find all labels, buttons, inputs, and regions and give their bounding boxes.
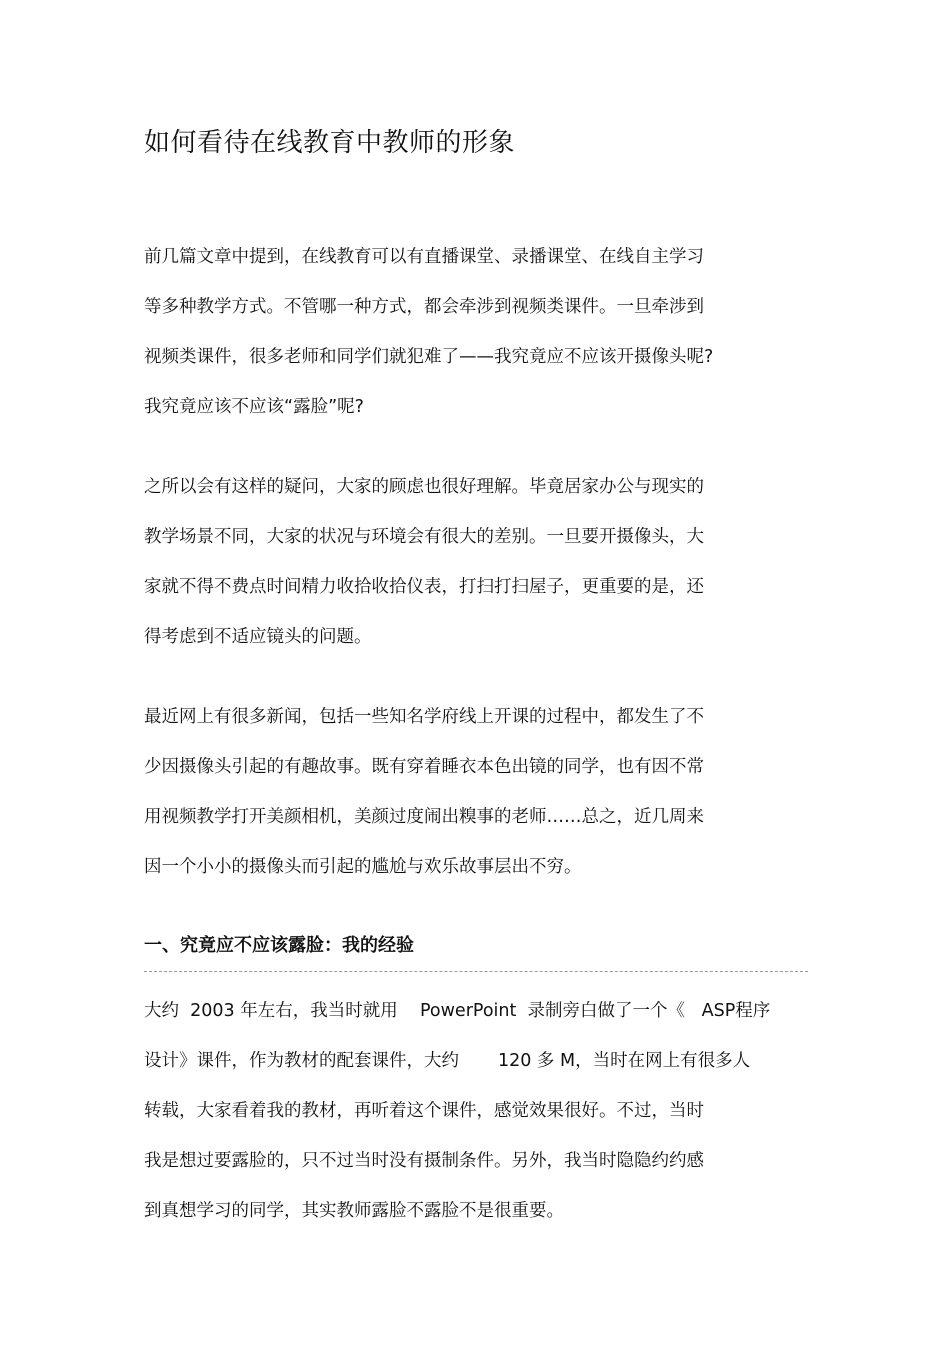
paragraph-1-line-4: 我究竟应该不应该“露脸”呢? (144, 397, 364, 417)
paragraph-2-line-1: 之所以会有这样的疑问，大家的顾虑也很好理解。毕竟居家办公与现实的 (144, 477, 704, 497)
paragraph-1-line-3: 视频类课件，很多老师和同学们就犯难了——我究竟应不应该开摄像头呢? (144, 347, 714, 367)
paragraph-3-line-3: 用视频教学打开美颜相机，美颜过度闹出糗事的老师……总之，近几周来 (144, 807, 704, 827)
paragraph-3-line-1: 最近网上有很多新闻，包括一些知名学府线上开课的过程中，都发生了不 (144, 707, 704, 727)
section-paragraph-line-3: 转载，大家看着我的教材，再听着这个课件，感觉效果很好。不过，当时 (144, 1101, 704, 1121)
paragraph-3-line-4: 因一个小小的摄像头而引起的尴尬与欢乐故事层出不穷。 (144, 857, 582, 877)
paragraph-3-line-2: 少因摄像头引起的有趣故事。既有穿着睡衣本色出镜的同学，也有因不常 (144, 757, 704, 777)
paragraph-2-line-4: 得考虑到不适应镜头的问题。 (144, 627, 372, 647)
paragraph-1-line-2: 等多种教学方式。不管哪一种方式，都会牵涉到视频类课件。一旦牵涉到 (144, 297, 704, 317)
section-heading: 一、究竟应不应该露脸：我的经验 (144, 935, 414, 956)
paragraph-2-line-3: 家就不得不费点时间精力收拾收拾仪表，打扫打扫屋子，更重要的是，还 (144, 577, 704, 597)
section-paragraph-line-2: 设计》课件，作为教材的配套课件，大约 120 多 M，当时在网上有很多人 (144, 1051, 751, 1071)
section-divider (144, 971, 808, 972)
section-paragraph-line-1: 大约 2003 年左右，我当时就用 PowerPoint 录制旁白做了一个《 ASP程序 (144, 1001, 771, 1021)
paragraph-2-line-2: 教学场景不同，大家的状况与环境会有很大的差别。一旦要开摄像头，大 (144, 527, 704, 547)
paragraph-1-line-1: 前几篇文章中提到，在线教育可以有直播课堂、录播课堂、在线自主学习 (144, 247, 704, 267)
section-paragraph-line-5: 到真想学习的同学，其实教师露脸不露脸不是很重要。 (144, 1201, 564, 1221)
document-title: 如何看待在线教育中教师的形象 (144, 128, 516, 158)
section-paragraph-line-4: 我是想过要露脸的，只不过当时没有摄制条件。另外，我当时隐隐约约感 (144, 1151, 704, 1171)
